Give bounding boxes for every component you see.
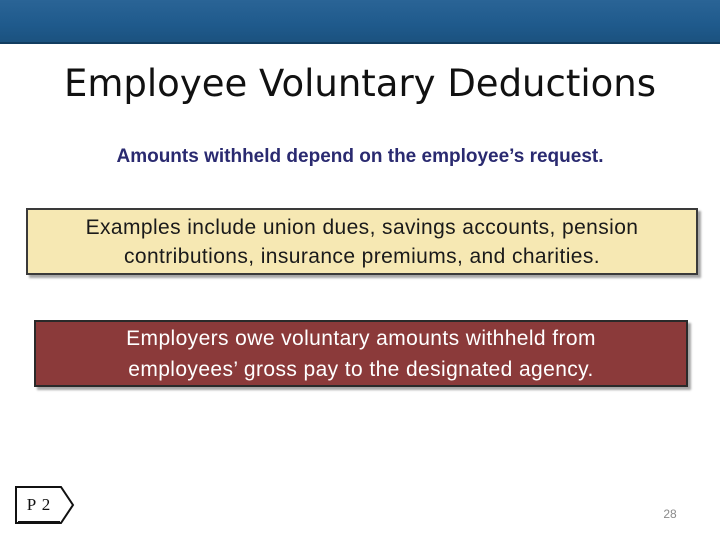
header-bar [0,0,720,44]
examples-text: Examples include union dues, savings accounts, pension contributions, insurance premiums, and charities. [85,215,639,268]
employers-text: Employers owe voluntary amounts withheld from employees’ gross pay to the designated agency. [126,326,596,381]
employers-box [34,320,688,387]
learning-objective-badge [15,486,75,524]
page-number: 28 [663,507,677,521]
examples-box [26,208,698,275]
badge-label: P 2 [26,495,52,514]
slide-subtitle: Amounts withheld depend on the employee’s request. [116,146,604,167]
slide-title: Employee Voluntary Deductions [64,62,656,105]
